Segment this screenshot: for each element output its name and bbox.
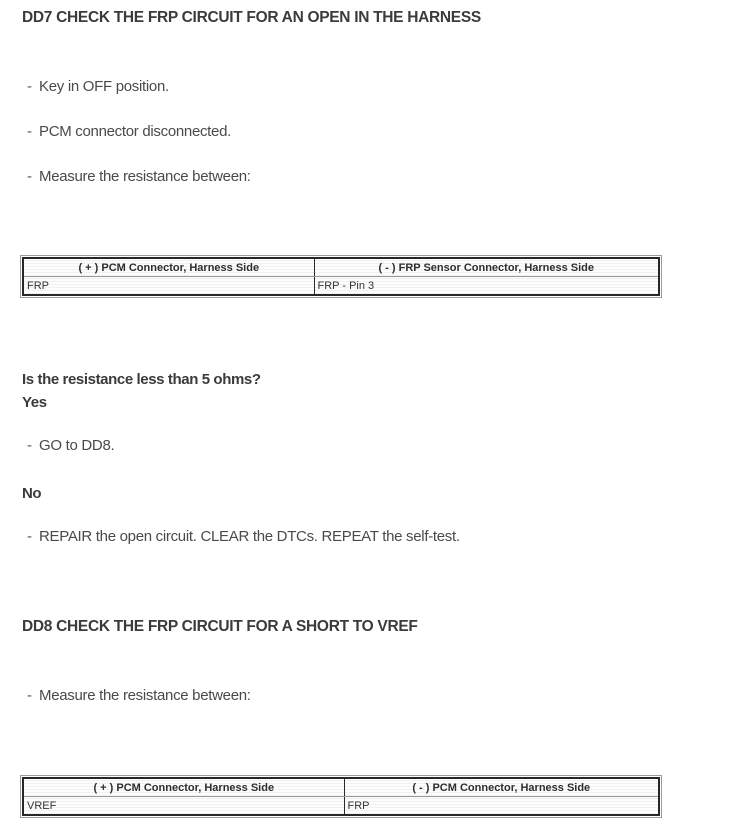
action-step xyxy=(22,437,715,455)
instruction-step xyxy=(22,687,715,705)
instruction-step xyxy=(22,78,715,96)
instruction-step-text: Measure the resistance between: xyxy=(39,168,251,185)
bullet-dash: - xyxy=(27,528,32,545)
table-header-row xyxy=(23,258,659,277)
bullet-dash: - xyxy=(27,437,32,454)
instruction-step-text: Key in OFF position. xyxy=(39,78,169,95)
table-data-cell: VREF xyxy=(27,799,57,812)
bullet-dash: - xyxy=(27,687,32,704)
action-step-text: GO to DD8. xyxy=(39,437,115,454)
instruction-step xyxy=(22,123,715,141)
instruction-step-text: PCM connector disconnected. xyxy=(39,123,232,140)
question-text: Is the resistance less than 5 ohms? xyxy=(22,371,261,388)
section-heading-dd7: DD7 CHECK THE FRP CIRCUIT FOR AN OPEN IN THE HARNESS xyxy=(22,9,481,26)
measurement-table-wrapper xyxy=(22,257,715,296)
answer-label-yes: Yes xyxy=(22,394,47,411)
measurement-table-dd7 xyxy=(22,257,660,296)
table-header-cell: ( + ) PCM Connector, Harness Side xyxy=(23,258,314,277)
action-step xyxy=(22,528,715,546)
table-data-cell: FRP xyxy=(344,797,659,816)
table-data-cell: FRP xyxy=(27,279,49,292)
bullet-dash: - xyxy=(27,78,32,95)
bullet-dash: - xyxy=(27,168,32,185)
instruction-step xyxy=(22,168,715,186)
bullet-dash: - xyxy=(27,123,32,140)
instruction-step-text: Measure the resistance between: xyxy=(39,687,251,704)
table-data-cell: FRP - Pin 3 xyxy=(314,277,659,296)
table-row xyxy=(23,797,659,816)
table-row xyxy=(23,277,659,296)
measurement-table-dd8 xyxy=(22,777,660,816)
measurement-table-wrapper xyxy=(22,777,715,816)
table-header-cell: ( + ) PCM Connector, Harness Side xyxy=(23,778,344,797)
answer-label-no: No xyxy=(22,485,42,502)
table-header-row xyxy=(23,778,659,797)
table-header-cell: ( - ) PCM Connector, Harness Side xyxy=(344,778,659,797)
section-heading-dd8: DD8 CHECK THE FRP CIRCUIT FOR A SHORT TO VREF xyxy=(22,618,418,635)
table-header-cell: ( - ) FRP Sensor Connector, Harness Side xyxy=(314,258,659,277)
action-step-text: REPAIR the open circuit. CLEAR the DTCs. REPEAT the self-test. xyxy=(39,528,460,545)
